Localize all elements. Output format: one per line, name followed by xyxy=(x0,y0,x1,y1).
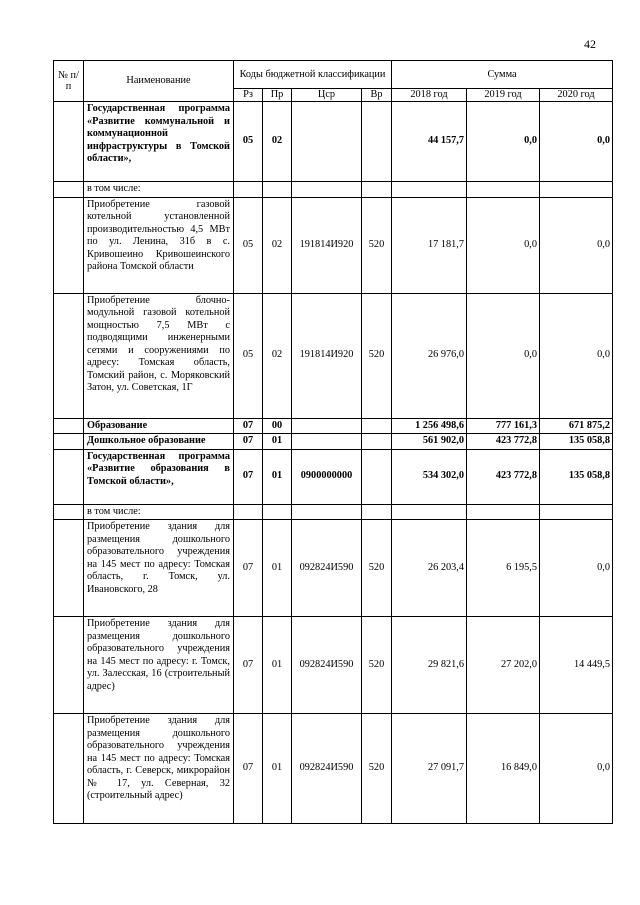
cell-2019: 0,0 xyxy=(467,102,540,182)
cell-rz: 07 xyxy=(234,449,263,504)
cell-2019 xyxy=(467,182,540,198)
cell-2018: 26 203,4 xyxy=(392,520,467,617)
cell-2018: 534 302,0 xyxy=(392,449,467,504)
cell-2019: 0,0 xyxy=(467,197,540,293)
header-name: Наименование xyxy=(84,61,234,102)
budget-table xyxy=(53,60,613,824)
cell-2020: 135 058,8 xyxy=(540,434,613,450)
cell-vr: 520 xyxy=(362,714,392,824)
cell-2018: 29 821,6 xyxy=(392,617,467,714)
table-row xyxy=(54,617,613,714)
cell-vr xyxy=(362,449,392,504)
header-2018: 2018 год xyxy=(392,89,467,102)
cell-num xyxy=(54,504,84,520)
header-2020: 2020 год xyxy=(540,89,613,102)
cell-rz: 05 xyxy=(234,197,263,293)
cell-csr xyxy=(292,418,362,434)
cell-2018: 27 091,7 xyxy=(392,714,467,824)
cell-rz: 07 xyxy=(234,617,263,714)
cell-csr xyxy=(292,434,362,450)
cell-csr: 092824И590 xyxy=(292,617,362,714)
cell-num xyxy=(54,418,84,434)
cell-num xyxy=(54,293,84,418)
header-csr: Цср xyxy=(292,89,362,102)
cell-name: Приобретение блочно-модульной газовой котельной мощностью 7,5 МВт с подводящими инженерными сетями и сооружениями по адресу: Томская область, Томский район, с. Моряковский Затон, ул. Советская, 1Г xyxy=(84,293,234,418)
cell-vr xyxy=(362,434,392,450)
cell-vr: 520 xyxy=(362,520,392,617)
cell-rz: 05 xyxy=(234,102,263,182)
cell-2020: 0,0 xyxy=(540,714,613,824)
cell-num xyxy=(54,182,84,198)
cell-pr: 02 xyxy=(263,293,292,418)
cell-2020: 0,0 xyxy=(540,102,613,182)
cell-2019: 777 161,3 xyxy=(467,418,540,434)
cell-2020: 671 875,2 xyxy=(540,418,613,434)
cell-2019: 423 772,8 xyxy=(467,449,540,504)
cell-vr xyxy=(362,182,392,198)
cell-2019: 16 849,0 xyxy=(467,714,540,824)
header-codes: Коды бюджетной классификации xyxy=(234,61,392,89)
header-2019: 2019 год xyxy=(467,89,540,102)
cell-csr xyxy=(292,504,362,520)
cell-pr xyxy=(263,504,292,520)
table-row xyxy=(54,182,613,198)
cell-num xyxy=(54,434,84,450)
cell-2018 xyxy=(392,504,467,520)
cell-name: в том числе: xyxy=(84,182,234,198)
cell-rz xyxy=(234,182,263,198)
table-body xyxy=(54,102,613,824)
cell-pr xyxy=(263,182,292,198)
cell-2018: 26 976,0 xyxy=(392,293,467,418)
cell-num xyxy=(54,102,84,182)
cell-pr: 01 xyxy=(263,520,292,617)
cell-2019: 6 195,5 xyxy=(467,520,540,617)
cell-2020 xyxy=(540,182,613,198)
cell-2018 xyxy=(392,182,467,198)
cell-csr xyxy=(292,102,362,182)
cell-csr xyxy=(292,182,362,198)
cell-2018: 17 181,7 xyxy=(392,197,467,293)
cell-2020: 0,0 xyxy=(540,293,613,418)
cell-csr: 092824И590 xyxy=(292,714,362,824)
cell-rz: 05 xyxy=(234,293,263,418)
cell-rz: 07 xyxy=(234,520,263,617)
page-number: 42 xyxy=(584,37,596,51)
cell-rz: 07 xyxy=(234,418,263,434)
cell-num xyxy=(54,714,84,824)
cell-2019: 0,0 xyxy=(467,293,540,418)
header-row-top xyxy=(54,61,613,89)
cell-name: Государственная программа «Развитие образования в Томской области», xyxy=(84,449,234,504)
cell-pr: 02 xyxy=(263,197,292,293)
cell-2020: 135 058,8 xyxy=(540,449,613,504)
cell-2018: 561 902,0 xyxy=(392,434,467,450)
cell-name: Образование xyxy=(84,418,234,434)
cell-name: в том числе: xyxy=(84,504,234,520)
cell-vr xyxy=(362,504,392,520)
cell-name: Приобретение здания для размещения дошкольного образовательного учреждения на 145 мест по адресу: Томская область, г. Северск, микрорайон № 17, ул. Северная, 32 (строительный адрес) xyxy=(84,714,234,824)
cell-2019 xyxy=(467,504,540,520)
cell-2020: 0,0 xyxy=(540,197,613,293)
cell-rz: 07 xyxy=(234,434,263,450)
cell-rz: 07 xyxy=(234,714,263,824)
table-row xyxy=(54,449,613,504)
cell-vr: 520 xyxy=(362,617,392,714)
cell-name: Приобретение газовой котельной установленной производительностью 4,5 МВт по ул. Ленина, 31б в с. Кривошеино Кривошеинского района Томской области xyxy=(84,197,234,293)
cell-pr: 01 xyxy=(263,714,292,824)
table-row xyxy=(54,714,613,824)
cell-rz xyxy=(234,504,263,520)
header-sum: Сумма xyxy=(392,61,613,89)
table-row xyxy=(54,102,613,182)
cell-2018: 1 256 498,6 xyxy=(392,418,467,434)
header-num: № п/п xyxy=(54,61,84,102)
cell-2020 xyxy=(540,504,613,520)
cell-csr: 092824И590 xyxy=(292,520,362,617)
cell-num xyxy=(54,520,84,617)
cell-vr xyxy=(362,418,392,434)
cell-2020: 14 449,5 xyxy=(540,617,613,714)
table-row xyxy=(54,418,613,434)
header-vr: Вр xyxy=(362,89,392,102)
cell-csr: 191814И920 xyxy=(292,293,362,418)
cell-name: Государственная программа «Развитие коммунальной и коммунационной инфраструктуры в Томской области», xyxy=(84,102,234,182)
cell-num xyxy=(54,449,84,504)
cell-2018: 44 157,7 xyxy=(392,102,467,182)
cell-2019: 27 202,0 xyxy=(467,617,540,714)
table-row xyxy=(54,434,613,450)
cell-pr: 00 xyxy=(263,418,292,434)
cell-2019: 423 772,8 xyxy=(467,434,540,450)
cell-vr xyxy=(362,102,392,182)
cell-pr: 01 xyxy=(263,617,292,714)
cell-csr: 191814И920 xyxy=(292,197,362,293)
cell-name: Приобретение здания для размещения дошкольного образовательного учреждения на 145 мест по адресу: г. Томск, ул. Залесская, 16 (строительный адрес) xyxy=(84,617,234,714)
cell-num xyxy=(54,197,84,293)
cell-pr: 01 xyxy=(263,449,292,504)
table-row xyxy=(54,293,613,418)
cell-vr: 520 xyxy=(362,197,392,293)
cell-2020: 0,0 xyxy=(540,520,613,617)
table-row xyxy=(54,197,613,293)
cell-pr: 02 xyxy=(263,102,292,182)
header-rz: Рз xyxy=(234,89,263,102)
cell-num xyxy=(54,617,84,714)
cell-name: Приобретение здания для размещения дошкольного образовательного учреждения на 145 мест по адресу: Томская область, г. Томск, ул. Ивановского, 28 xyxy=(84,520,234,617)
cell-vr: 520 xyxy=(362,293,392,418)
table-row xyxy=(54,504,613,520)
table-row xyxy=(54,520,613,617)
cell-name: Дошкольное образование xyxy=(84,434,234,450)
cell-csr: 0900000000 xyxy=(292,449,362,504)
cell-pr: 01 xyxy=(263,434,292,450)
header-pr: Пр xyxy=(263,89,292,102)
